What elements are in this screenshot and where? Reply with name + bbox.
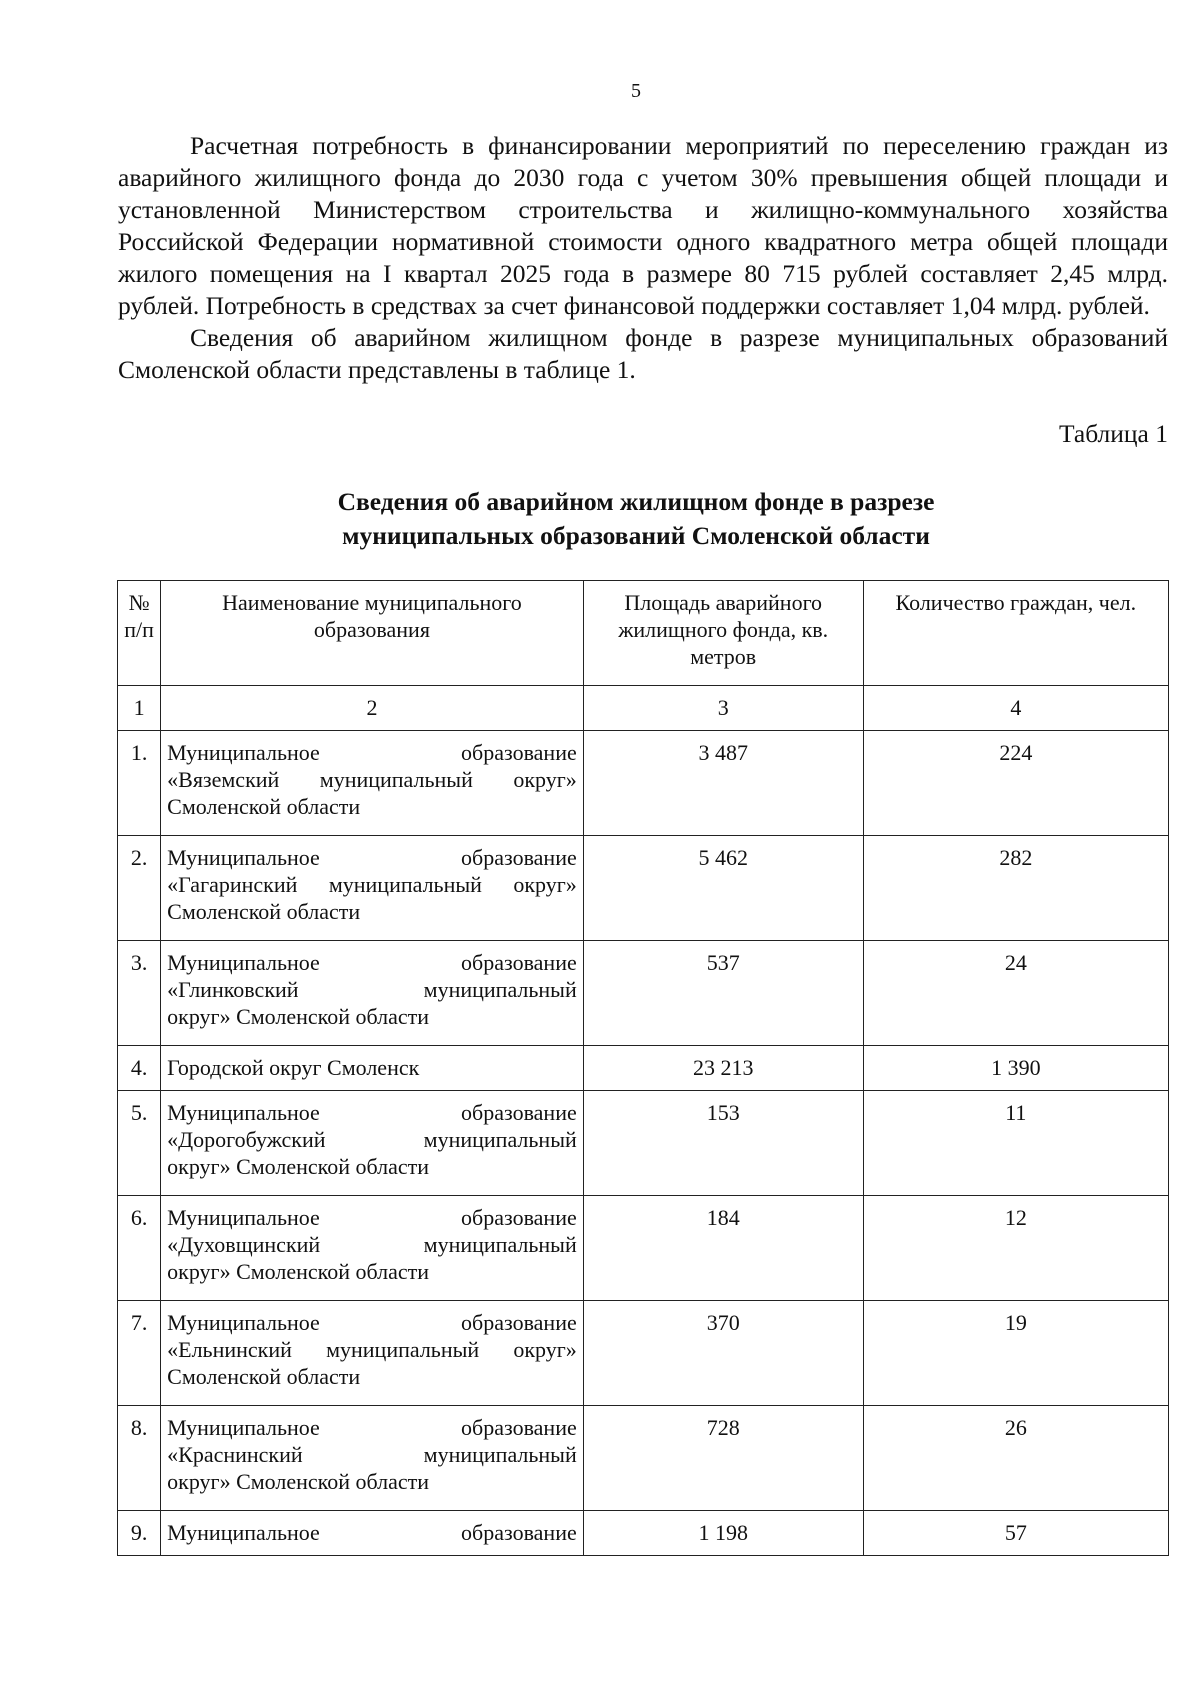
cell-name bbox=[161, 731, 584, 836]
cell-num: 5. bbox=[118, 1091, 161, 1196]
cell-num: 4. bbox=[118, 1046, 161, 1091]
cell-name bbox=[161, 1406, 584, 1511]
cell-name-line: «Духовщинский муниципальный bbox=[167, 1232, 577, 1257]
cell-name-line: «Ельнинский муниципальный округ» bbox=[167, 1337, 577, 1362]
table-title bbox=[236, 485, 1036, 553]
cell-name-line: Муниципальное образование bbox=[167, 1520, 577, 1545]
cell-name-line: Муниципальное образование bbox=[167, 1415, 577, 1440]
cell-count: 24 bbox=[863, 941, 1168, 1046]
cell-count: 19 bbox=[863, 1301, 1168, 1406]
page-number: 5 bbox=[631, 80, 641, 102]
body-text bbox=[118, 130, 1168, 386]
cell-area: 153 bbox=[583, 1091, 863, 1196]
cell-count: 1 390 bbox=[863, 1046, 1168, 1091]
table-row bbox=[118, 836, 1169, 941]
header-name: Наименование муниципального образования bbox=[161, 581, 584, 686]
table-row bbox=[118, 1511, 1169, 1556]
cell-count: 26 bbox=[863, 1406, 1168, 1511]
cell-name bbox=[161, 941, 584, 1046]
column-number: 4 bbox=[863, 686, 1168, 731]
cell-name-line: Муниципальное образование bbox=[167, 1310, 577, 1335]
column-number-row bbox=[118, 686, 1169, 731]
cell-num: 2. bbox=[118, 836, 161, 941]
cell-name-line: Смоленской области bbox=[167, 794, 361, 819]
cell-name bbox=[161, 836, 584, 941]
table-row bbox=[118, 731, 1169, 836]
header-count: Количество граждан, чел. bbox=[863, 581, 1168, 686]
cell-count: 11 bbox=[863, 1091, 1168, 1196]
column-number: 2 bbox=[161, 686, 584, 731]
table-row bbox=[118, 1046, 1169, 1091]
cell-area: 23 213 bbox=[583, 1046, 863, 1091]
cell-area: 728 bbox=[583, 1406, 863, 1511]
cell-area: 3 487 bbox=[583, 731, 863, 836]
cell-name-line: «Глинковский муниципальный bbox=[167, 977, 577, 1002]
header-num: № п/п bbox=[118, 581, 161, 686]
cell-name-line: округ» Смоленской области bbox=[167, 1469, 430, 1494]
cell-name-line: Муниципальное образование bbox=[167, 845, 577, 870]
table-row bbox=[118, 1196, 1169, 1301]
cell-name-line: Муниципальное образование bbox=[167, 950, 577, 975]
cell-name bbox=[161, 1511, 584, 1556]
cell-name-line: округ» Смоленской области bbox=[167, 1004, 430, 1029]
table-row bbox=[118, 941, 1169, 1046]
cell-area: 537 bbox=[583, 941, 863, 1046]
cell-name-line: Муниципальное образование bbox=[167, 1205, 577, 1230]
cell-area: 5 462 bbox=[583, 836, 863, 941]
table-title-line: муниципальных образований Смоленской области bbox=[342, 521, 930, 550]
cell-name-line: Городской округ Смоленск bbox=[167, 1055, 420, 1080]
cell-count: 12 bbox=[863, 1196, 1168, 1301]
data-table bbox=[117, 580, 1169, 1556]
cell-num: 1. bbox=[118, 731, 161, 836]
cell-name-line: Муниципальное образование bbox=[167, 1100, 577, 1125]
cell-count: 57 bbox=[863, 1511, 1168, 1556]
cell-num: 6. bbox=[118, 1196, 161, 1301]
cell-name-line: округ» Смоленской области bbox=[167, 1154, 430, 1179]
table-body bbox=[118, 731, 1169, 1556]
table-title-line: Сведения об аварийном жилищном фонде в разрезе bbox=[337, 487, 935, 516]
cell-area: 1 198 bbox=[583, 1511, 863, 1556]
cell-name-line: «Вяземский муниципальный округ» bbox=[167, 767, 577, 792]
table-row bbox=[118, 1301, 1169, 1406]
paragraph: Сведения об аварийном жилищном фонде в разрезе муниципальных образований Смоленской области представлены в таблице 1. bbox=[118, 323, 1168, 384]
cell-num: 3. bbox=[118, 941, 161, 1046]
column-number: 1 bbox=[118, 686, 161, 731]
cell-name bbox=[161, 1196, 584, 1301]
cell-area: 184 bbox=[583, 1196, 863, 1301]
cell-name-line: Смоленской области bbox=[167, 1364, 361, 1389]
cell-name-line: округ» Смоленской области bbox=[167, 1259, 430, 1284]
cell-area: 370 bbox=[583, 1301, 863, 1406]
cell-num: 8. bbox=[118, 1406, 161, 1511]
cell-name-line: «Краснинский муниципальный bbox=[167, 1442, 577, 1467]
cell-count: 224 bbox=[863, 731, 1168, 836]
cell-name-line: «Дорогобужский муниципальный bbox=[167, 1127, 577, 1152]
cell-name bbox=[161, 1046, 584, 1091]
cell-num: 9. bbox=[118, 1511, 161, 1556]
cell-count: 282 bbox=[863, 836, 1168, 941]
table-caption: Таблица 1 bbox=[1058, 419, 1168, 448]
cell-name-line: «Гагаринский муниципальный округ» bbox=[167, 872, 577, 897]
cell-num: 7. bbox=[118, 1301, 161, 1406]
column-number: 3 bbox=[583, 686, 863, 731]
header-area: Площадь аварийного жилищного фонда, кв. метров bbox=[583, 581, 863, 686]
cell-name-line: Смоленской области bbox=[167, 899, 361, 924]
cell-name bbox=[161, 1301, 584, 1406]
table-row bbox=[118, 1406, 1169, 1511]
table-row bbox=[118, 1091, 1169, 1196]
paragraph: Расчетная потребность в финансировании мероприятий по переселению граждан из аварийного жилищного фонда до 2030 года с учетом 30% превышения общей площади и установленной Министерством строительства и жилищно-коммунального хозяйства Российской Федерации нормативной стоимости одного квадратного метра общей площади жилого помещения на I квартал 2025 года в размере 80 715 рублей составляет 2,45 млрд. рублей. Потребность в средствах за счет финансовой поддержки составляет 1,04 млрд. рублей. bbox=[118, 131, 1168, 320]
cell-name bbox=[161, 1091, 584, 1196]
cell-name-line: Муниципальное образование bbox=[167, 740, 577, 765]
table-header-row bbox=[118, 581, 1169, 686]
